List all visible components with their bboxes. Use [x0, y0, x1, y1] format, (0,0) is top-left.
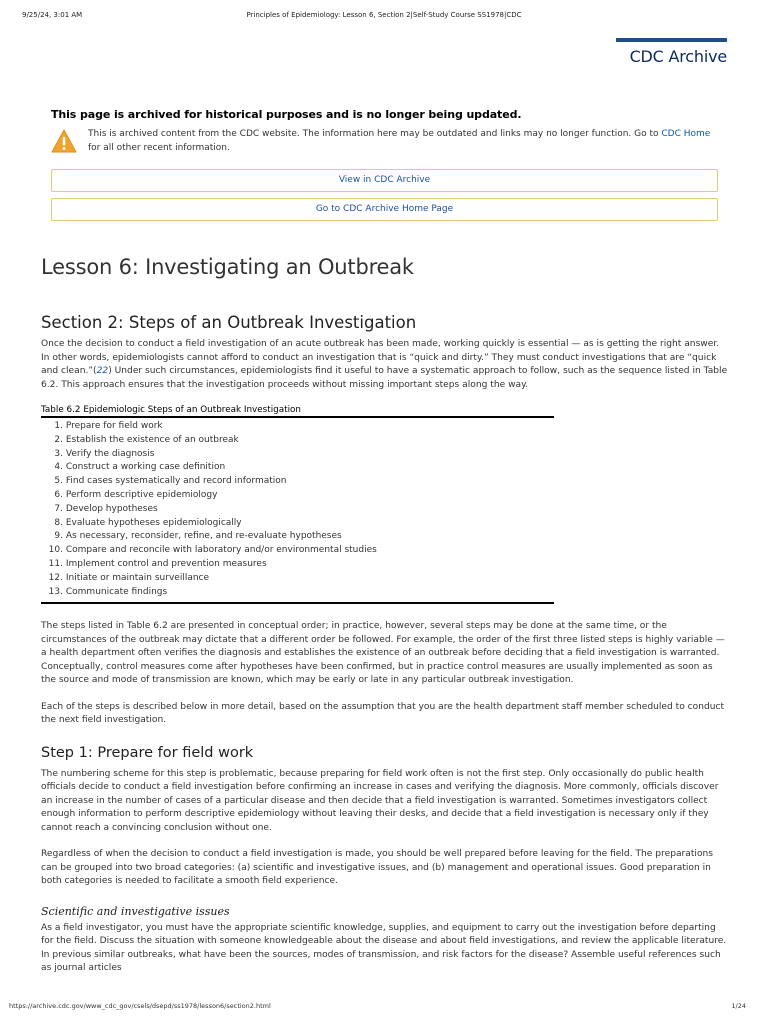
print-page-number: 1/24: [731, 1002, 746, 1010]
step-text: Construct a working case definition: [65, 462, 226, 473]
table-step-item: [41, 420, 554, 434]
steps-table: [41, 405, 554, 604]
intro-text: Once the decision to conduct a field investigation of an acute outbreak has been made, working quickly is essential — as is getting the right answer. In other words, epidemiologists cannot afford to conduct an investigation that is “quick and dirty.” They must conduct investigations that are “quick and clean.”(: [41, 339, 720, 376]
step1-title: Step 1: Prepare for field work: [41, 744, 254, 761]
step-number: 6.: [54, 489, 63, 500]
step-number: 5.: [54, 476, 63, 487]
section-title: Section 2: Steps of an Outbreak Investigation: [41, 313, 417, 332]
print-date: 9/25/24, 3:01 AM: [22, 11, 83, 19]
steps-list: [41, 418, 554, 604]
archive-notice: [51, 108, 718, 221]
archive-home-button[interactable]: Go to CDC Archive Home Page: [51, 198, 718, 221]
scientific-issues-subhead: Scientific and investigative issues: [41, 904, 230, 918]
intro-text-continued: ) Under such circumstances, epidemiologists find it useful to have a systematic approach to follow, such as the sequence listed in Table 6.2. This approach ensures that the investigation proceeds without missing important steps along the way.: [41, 366, 728, 390]
step-number: 11.: [48, 558, 63, 569]
step-number: 10.: [48, 545, 63, 556]
step-text: Prepare for field work: [65, 421, 163, 431]
table-caption: Table 6.2 Epidemiologic Steps of an Outbreak Investigation: [41, 405, 554, 418]
table-step-item: [41, 461, 554, 475]
print-url: https://archive.cdc.gov/www_cdc_gov/csels/dsepd/ss1978/lesson6/section2.html: [9, 1002, 271, 1010]
step-text: Perform descriptive epidemiology: [65, 489, 218, 500]
view-in-archive-button[interactable]: View in CDC Archive: [51, 169, 718, 192]
step-number: 12.: [48, 572, 63, 583]
intro-paragraph: [41, 338, 728, 392]
step-text: Find cases systematically and record information: [65, 476, 287, 487]
step-text: Establish the existence of an outbreak: [65, 434, 239, 445]
table-step-item: [41, 586, 554, 600]
lesson-title: Lesson 6: Investigating an Outbreak: [41, 255, 414, 279]
step-number: 9.: [54, 531, 63, 542]
step-number: 8.: [54, 517, 63, 528]
reference-link[interactable]: 22: [96, 366, 109, 376]
table-step-item: [41, 517, 554, 531]
step1-paragraph-2: Regardless of when the decision to conduct a field investigation is made, you should be well prepared before leaving for the field. The preparations can be grouped into two broad categories: (a) scientific and investigative issues, and (b) management and operational issues. Good preparation in both categories is needed to facilitate a smooth field experience.: [41, 849, 714, 887]
warning-icon: [51, 129, 77, 153]
table-step-item: [41, 448, 554, 462]
table-step-item: [41, 544, 554, 558]
archive-note: [51, 128, 718, 160]
table-step-item: [41, 530, 554, 544]
step-number: 7.: [54, 503, 63, 514]
step1-paragraph-1: The numbering scheme for this step is problematic, because preparing for field work often is not the first step. Only occasionally do public health officials decide to conduct a field investigation before confirming an increase in cases and verifying the diagnosis. More commonly, officials discover an increase in the number of cases of a particular disease and then decide that a field investigation is warranted. Sometimes investigators collect enough information to perform descriptive epidemiology without leaving their desks, and decide that a field investigation is necessary only if they cannot reach a convincing conclusion without one.: [41, 768, 719, 833]
step-number: 2.: [54, 434, 63, 445]
step-text: Compare and reconcile with laboratory and/or environmental studies: [65, 545, 377, 556]
print-header: [22, 11, 746, 23]
step-text: Communicate findings: [65, 586, 168, 597]
archive-note-suffix: for all other recent information.: [88, 142, 230, 153]
archive-heading: This page is archived for historical purposes and is no longer being updated.: [51, 108, 522, 121]
archive-note-prefix: This is archived content from the CDC website. The information here may be outdated and links may no longer function. Go to: [88, 129, 662, 139]
table-step-item: [41, 572, 554, 586]
step-text: Verify the diagnosis: [65, 448, 155, 459]
table-step-item: [41, 558, 554, 572]
print-footer: [9, 1002, 746, 1012]
print-page-title: Principles of Epidemiology: Lesson 6, Section 2|Self-Study Course SS1978|CDC: [246, 11, 522, 19]
table-step-item: [41, 434, 554, 448]
each-step-paragraph: Each of the steps is described below in more detail, based on the assumption that you are the health department staff member scheduled to conduct the next field investigation.: [41, 701, 725, 726]
cdc-home-link[interactable]: CDC Home: [661, 129, 711, 139]
step-text: Develop hypotheses: [65, 503, 158, 514]
table-step-item: [41, 489, 554, 503]
step-text: Evaluate hypotheses epidemiologically: [65, 517, 242, 528]
step1-paragraph-3: As a field investigator, you must have the appropriate scientific knowledge, supplies, and equipment to carry out the investigation before departing for the field. Discuss the situation with someone knowledgeable about the disease and about field investigations, and review the applicable literature. In previous similar outbreaks, what have been the sources, modes of transmission, and risk factors for the disease? Assemble useful references such as journal articles: [41, 922, 727, 974]
step-number: 4.: [54, 462, 63, 473]
step-text: As necessary, reconsider, refine, and re-evaluate hypotheses: [65, 531, 342, 542]
step-number: 13.: [48, 586, 63, 597]
table-step-item: [41, 503, 554, 517]
steps-order-paragraph: The steps listed in Table 6.2 are presented in conceptual order; in practice, however, several steps may be done at the same time, or the circumstances of the outbreak may dictate that a different order be followed. For example, the order of the first three listed steps is highly variable — a health department often verifies the diagnosis and establishes the existence of an outbreak before deciding that a field investigation is warranted. Conceptually, control measures come after hypotheses have been confirmed, but in practice control measures are usually implemented as soon as the source and mode of transmission are known, which may be early or late in any particular outbreak investigation.: [41, 621, 725, 686]
step-text: Implement control and prevention measures: [65, 558, 267, 569]
step-text: Initiate or maintain surveillance: [65, 572, 210, 583]
main-content: [41, 255, 728, 976]
table-step-item: [41, 475, 554, 489]
step-number: 3.: [54, 448, 63, 459]
brand-label: CDC Archive: [629, 47, 727, 66]
cdc-archive-brand[interactable]: [616, 38, 727, 66]
step-number: 1.: [54, 421, 63, 431]
